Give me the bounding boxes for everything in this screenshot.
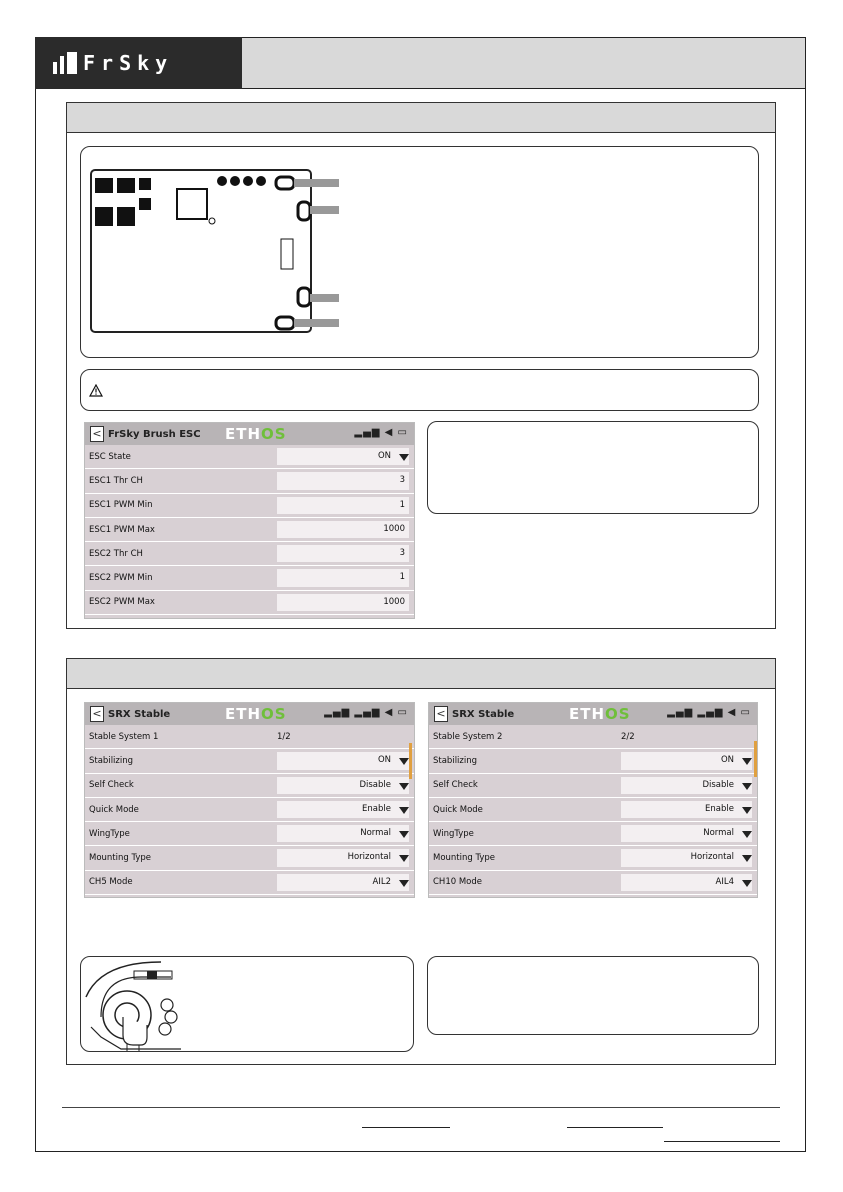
dropdown-arrow-icon[interactable] xyxy=(399,880,409,887)
dropdown-arrow-icon[interactable] xyxy=(399,783,409,790)
footer-link-underline[interactable] xyxy=(567,1127,663,1128)
status-icons: ▂▄▆ ◀ ▭ xyxy=(354,427,408,438)
section-esc-header xyxy=(67,103,775,133)
row-label: WingType xyxy=(89,828,130,839)
dropdown-arrow-icon[interactable] xyxy=(399,758,409,765)
logo-mark-icon xyxy=(53,52,77,74)
note-box xyxy=(427,421,759,514)
scrollbar[interactable] xyxy=(409,743,412,779)
board-diagram-box xyxy=(80,146,759,358)
back-icon[interactable]: < xyxy=(90,426,104,442)
screen-title-bar xyxy=(85,703,414,725)
setting-row[interactable] xyxy=(85,469,414,493)
setting-row[interactable] xyxy=(85,591,414,615)
row-value[interactable]: 1000 xyxy=(277,594,409,611)
screen-srx-stable-2 xyxy=(428,702,758,898)
row-value[interactable]: 3 xyxy=(277,545,409,562)
row-label: Quick Mode xyxy=(89,804,139,815)
warning-box xyxy=(80,369,759,411)
row-value[interactable]: AIL4 xyxy=(621,874,752,891)
footer-link-underline[interactable] xyxy=(362,1127,450,1128)
setting-row[interactable] xyxy=(85,774,414,798)
footer-link-underline[interactable] xyxy=(664,1141,780,1142)
setting-row[interactable] xyxy=(85,822,414,846)
setting-row[interactable] xyxy=(85,749,414,773)
dropdown-arrow-icon[interactable] xyxy=(399,831,409,838)
dropdown-arrow-icon[interactable] xyxy=(742,807,752,814)
row-label: ESC1 Thr CH xyxy=(89,475,143,486)
dropdown-arrow-icon[interactable] xyxy=(399,807,409,814)
footer-rule xyxy=(62,1107,780,1108)
row-value[interactable]: AIL2 xyxy=(277,874,409,891)
setting-row[interactable] xyxy=(429,774,757,798)
back-icon[interactable]: < xyxy=(434,706,448,722)
row-label: ESC2 Thr CH xyxy=(89,548,143,559)
page-indicator: 1/2 xyxy=(277,731,291,742)
setting-row[interactable] xyxy=(429,871,757,895)
row-label: WingType xyxy=(433,828,474,839)
screen-title-bar xyxy=(85,423,414,445)
page-indicator: 2/2 xyxy=(621,731,635,742)
setting-row[interactable] xyxy=(85,846,414,870)
dropdown-arrow-icon[interactable] xyxy=(399,855,409,862)
note-box xyxy=(427,956,759,1035)
section-stable-header xyxy=(67,659,775,689)
row-value[interactable]: 3 xyxy=(277,472,409,489)
row-value[interactable]: ON xyxy=(277,448,409,465)
row-label: Self Check xyxy=(89,780,134,791)
row-label: ESC State xyxy=(89,451,131,462)
row-value[interactable]: Normal xyxy=(277,825,409,842)
dropdown-arrow-icon[interactable] xyxy=(742,855,752,862)
row-value[interactable]: ON xyxy=(621,752,752,769)
ethos-logo: ETHOS xyxy=(225,425,287,443)
row-value[interactable]: Disable xyxy=(621,777,752,794)
screen-title: SRX Stable xyxy=(108,708,171,720)
row-label: Self Check xyxy=(433,780,478,791)
radio-illustration-box xyxy=(80,956,414,1052)
setting-row[interactable] xyxy=(85,566,414,590)
row-value[interactable]: 1 xyxy=(277,497,409,514)
warning-triangle-icon xyxy=(89,384,103,397)
row-value[interactable]: Normal xyxy=(621,825,752,842)
row-label: ESC2 PWM Min xyxy=(89,573,153,584)
setting-row[interactable] xyxy=(429,822,757,846)
row-label: ESC1 PWM Max xyxy=(89,524,155,535)
row-label: Mounting Type xyxy=(89,853,152,864)
row-value[interactable]: 1 xyxy=(277,569,409,586)
setting-row[interactable] xyxy=(429,846,757,870)
system-row xyxy=(85,725,414,749)
setting-row[interactable] xyxy=(85,798,414,822)
system-row xyxy=(429,725,757,749)
row-value[interactable]: Horizontal xyxy=(277,849,409,866)
row-value[interactable]: ON xyxy=(277,752,409,769)
setting-row[interactable] xyxy=(85,494,414,518)
setting-row[interactable] xyxy=(85,518,414,542)
dropdown-arrow-icon[interactable] xyxy=(742,880,752,887)
row-label: ESC1 PWM Min xyxy=(89,500,153,511)
row-value[interactable]: Enable xyxy=(277,801,409,818)
dropdown-arrow-icon[interactable] xyxy=(742,783,752,790)
setting-row[interactable] xyxy=(429,798,757,822)
row-value[interactable]: Disable xyxy=(277,777,409,794)
row-value[interactable]: Enable xyxy=(621,801,752,818)
radio-button-illustration xyxy=(81,957,414,1052)
scrollbar[interactable] xyxy=(754,741,757,777)
row-label: CH5 Mode xyxy=(89,877,133,888)
back-icon[interactable]: < xyxy=(90,706,104,722)
row-label: Quick Mode xyxy=(433,804,483,815)
system-label: Stable System 2 xyxy=(433,731,503,742)
system-label: Stable System 1 xyxy=(89,731,159,742)
screen-title: SRX Stable xyxy=(452,708,515,720)
row-value[interactable]: 1000 xyxy=(277,521,409,538)
setting-row[interactable] xyxy=(429,749,757,773)
setting-row[interactable] xyxy=(85,542,414,566)
row-label: CH10 Mode xyxy=(433,877,483,888)
dropdown-arrow-icon[interactable] xyxy=(742,831,752,838)
row-label: ESC2 PWM Max xyxy=(89,597,155,608)
status-icons: ▂▄▆ ▂▄▆ ◀ ▭ xyxy=(324,707,408,718)
dropdown-arrow-icon[interactable] xyxy=(399,454,409,461)
frsky-logo xyxy=(35,37,242,89)
status-icons: ▂▄▆ ▂▄▆ ◀ ▭ xyxy=(667,707,751,718)
board-diagram xyxy=(81,147,760,359)
screen-title: FrSky Brush ESC xyxy=(108,428,201,440)
row-label: Mounting Type xyxy=(433,853,496,864)
setting-row-esc-state[interactable] xyxy=(85,445,414,469)
setting-row[interactable] xyxy=(85,871,414,895)
row-label: Stabilizing xyxy=(89,755,134,766)
row-value[interactable]: Horizontal xyxy=(621,849,752,866)
ethos-logo: ETHOS xyxy=(569,705,631,723)
row-label: Stabilizing xyxy=(433,755,478,766)
logo-text: FrSky xyxy=(83,51,174,75)
ethos-logo: ETHOS xyxy=(225,705,287,723)
screen-srx-stable-1 xyxy=(84,702,415,898)
screen-title-bar xyxy=(429,703,757,725)
screen-brush-esc xyxy=(84,422,415,619)
dropdown-arrow-icon[interactable] xyxy=(742,758,752,765)
